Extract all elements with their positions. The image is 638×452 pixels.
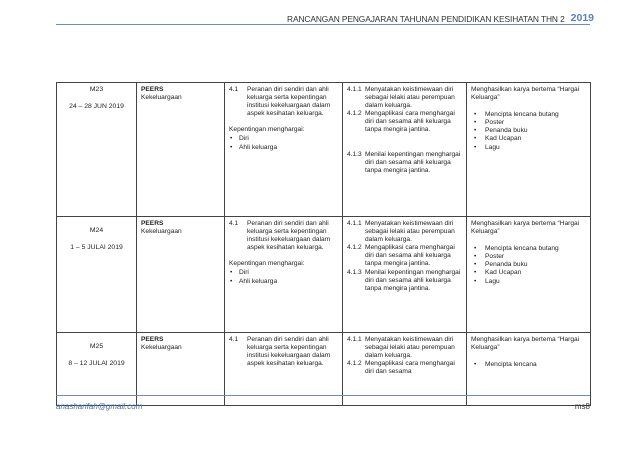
week-number: M23 [89,86,104,93]
list-item: • Poster [471,253,586,261]
list-item: • Diri [229,269,338,277]
list-item: • Penanda buku [471,261,586,269]
lesson-plan-table [56,82,591,406]
learning-text: Menyatakan keistimewaan diri sebagai lelaki atau perempuan dalam keluarga. [365,336,455,360]
list-item: • Ahli keluarga [229,144,338,152]
activity-title: Menghasilkan karya bertema “Hargai Keluarga” [471,86,580,102]
week-cell [57,217,137,333]
learning-standard-cell [343,217,467,333]
week-dates: 8 – 12 JULAI 2019 [68,360,125,368]
content-standard-cell [225,217,343,333]
footer-divider [56,395,590,396]
learning-number: 4.1.2 [347,110,362,118]
table-row [57,83,591,217]
activity-title: Menghasilkan karya bertema “Hargai Keluarga” [471,220,580,236]
standard-text: Peranan diri sendiri dan ahli keluarga serta kepentingan institusi kekeluargaan dalam aspek kesihatan keluarga. [247,220,331,252]
week-number: M25 [89,343,104,350]
document-year: 2019 [570,12,594,24]
learning-standard-cell [343,83,467,217]
learning-number: 4.1.3 [347,150,362,158]
list-item: • Lagu [471,278,586,286]
standard-text: Peranan diri sendiri dan ahli keluarga serta kepentingan institusi kekeluargaan dalam aspek kesihatan keluarga. [247,336,331,368]
learning-number: 4.1.1 [347,220,362,227]
standard-number: 4.1 [229,86,239,93]
page-header [287,6,594,24]
page-footer [56,402,590,411]
list-item: • Penanda buku [471,127,586,135]
learning-text: Mengaplikasi cara menghargai diri dan sesama ahli keluarga tanpa mengira jantina. [365,110,455,134]
standard-number: 4.1 [229,220,239,227]
learning-number: 4.1.2 [347,244,362,252]
list-item: • Diri [229,135,338,143]
author-email: anasharifah@gmail.com [56,402,143,411]
learning-text: Menilai kepentingan menghargai diri dan sesama ahli keluarga tanpa mengira jantina. [365,268,461,292]
learning-number: 4.1.1 [347,86,362,93]
list-item: • Mencipta lencana butang [471,245,586,253]
standard-text: Peranan diri sendiri dan ahli keluarga serta kepentingan institusi kekeluargaan dalam aspek kesihatan keluarga. [247,86,331,118]
appreciate-heading: Kepentingan menghargai: [229,260,305,268]
week-dates: 24 – 28 JUN 2019 [69,103,124,111]
activity-cell [467,217,591,333]
appreciate-heading: Kepentingan menghargai: [229,126,305,134]
header-divider [56,24,590,25]
theme-title: PEERS [141,336,164,343]
week-dates: 1 – 5 JULAI 2019 [70,244,123,252]
list-item: • Mencipta lencana butang [471,111,586,119]
document-title: RANCANGAN PENGAJARAN TAHUNAN PENDIDIKAN KESIHATAN THN 2 [287,14,565,24]
learning-text: Menilai kepentingan menghargai diri dan sesama ahli keluarga tanpa mengira jantina. [365,150,461,174]
week-cell [57,83,137,217]
standard-number: 4.1 [229,336,239,343]
page-number: ms8 [574,402,590,411]
learning-text: Mengaplikasi cara menghargai diri dan sesama ahli keluarga tanpa mengira jantina. [365,244,455,268]
table-row [57,217,591,333]
theme-cell [137,217,225,333]
learning-number: 4.1.2 [347,360,362,368]
theme-subtitle: Kekeluargaan [141,94,182,102]
theme-subtitle: Kekeluargaan [141,344,182,352]
content-standard-cell [225,83,343,217]
list-item: • Ahli keluarga [229,278,338,286]
list-item: • Kad Ucapan [471,135,586,143]
theme-subtitle: Kekeluargaan [141,228,182,236]
theme-title: PEERS [141,220,164,227]
list-item: • Mencipta lencana [471,361,586,369]
learning-number: 4.1.1 [347,336,362,343]
activity-cell [467,83,591,217]
activity-title: Menghasilkan karya bertema “Hargai Keluarga” [471,336,580,352]
list-item: • Lagu [471,144,586,152]
learning-number: 4.1.3 [347,268,362,276]
list-item: • Kad Ucapan [471,269,586,277]
week-number: M24 [89,227,104,234]
list-item: • Poster [471,119,586,127]
theme-title: PEERS [141,86,164,93]
learning-text: Menyatakan keistimewaan diri sebagai lelaki atau perempuan dalam keluarga. [365,220,455,244]
learning-text: Menyatakan keistimewaan diri sebagai lelaki atau perempuan dalam keluarga. [365,86,455,110]
learning-text: Mengaplikasi cara menghargai diri dan sesama [365,360,455,376]
theme-cell [137,83,225,217]
